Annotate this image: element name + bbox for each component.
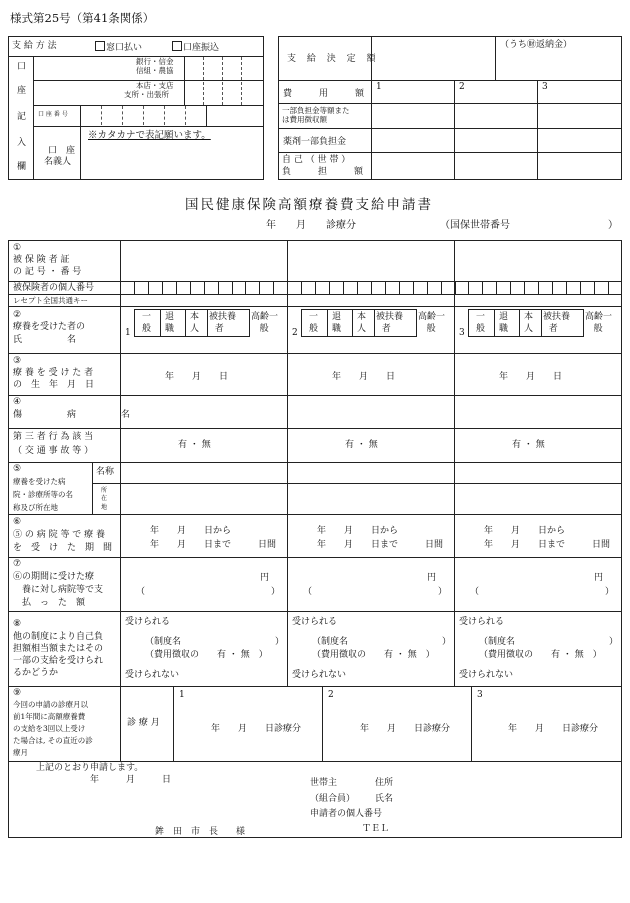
paid-amount-paren[interactable]: （ ）	[303, 587, 448, 597]
mayor-address: 鉾 田 市 長 様	[155, 827, 246, 837]
patient-index: 3	[459, 328, 465, 338]
type-elderly[interactable]: 高齢一 般	[251, 312, 279, 334]
system-name[interactable]: （制度名	[479, 637, 516, 647]
bank-type: 信組・農協	[136, 66, 174, 75]
paid-amount-label: ⑥の期間に受けた療	[13, 572, 95, 582]
type-self[interactable]: 本 人	[357, 312, 367, 334]
apply-date[interactable]: 年 月 日	[90, 775, 172, 785]
month-index: 2	[328, 690, 334, 700]
cost-col: 2	[459, 82, 465, 92]
row9-number: ⑨	[13, 688, 22, 698]
type-dependent[interactable]: 被扶養 者	[209, 312, 237, 334]
transfer-checkbox[interactable]	[172, 41, 182, 51]
refund-note: （うち㊖返納金）	[500, 40, 573, 50]
period-from[interactable]: 年 月 日から	[317, 526, 399, 536]
other-system-label: 一部の支給を受けられ	[13, 656, 104, 666]
month-index: 1	[179, 690, 185, 700]
copay-label: は費用徴収額	[282, 115, 327, 124]
name-label: 氏名	[375, 794, 394, 804]
window-payment-option[interactable]: 窓口払い	[95, 41, 142, 53]
form-number: 様式第25号（第41条関係）	[10, 11, 155, 25]
system-name[interactable]: （制度名	[312, 637, 349, 647]
self-pay-label: 負 担 額	[282, 167, 364, 177]
prior-claims-label: た場合は, その直近の診	[13, 736, 93, 745]
type-retired[interactable]: 退 職	[165, 312, 175, 334]
member-label: （組合員）	[310, 794, 356, 804]
account-number-label: 口 座 番 号	[38, 111, 68, 118]
period-days[interactable]: 日間	[592, 540, 611, 550]
row2-number: ②	[13, 310, 22, 320]
side-char: 欄	[17, 162, 27, 172]
side-char: 口	[17, 62, 27, 72]
month-index: 3	[477, 690, 483, 700]
period-label: ⑤ の 病 院 等 で 療 養	[13, 530, 106, 540]
type-dependent[interactable]: 被扶養 者	[376, 312, 404, 334]
row6-number: ⑥	[13, 517, 22, 527]
birthdate-label: 療 養 を 受 け た 者	[13, 368, 94, 378]
system-name-close: ）	[609, 637, 619, 647]
hospital-label: 院・診療所等の名	[13, 490, 73, 499]
receipt-key-label: レセプト全国共通キー	[13, 296, 88, 305]
hospital-name-label: 名称	[96, 467, 115, 477]
householder-label: 世帯主	[310, 778, 338, 788]
type-dependent[interactable]: 被扶養 者	[543, 312, 571, 334]
yen-unit: 円	[594, 573, 604, 583]
mynumber-grid[interactable]	[120, 281, 622, 294]
other-system-label: るかどうか	[13, 668, 59, 678]
type-self[interactable]: 本 人	[190, 312, 200, 334]
type-general[interactable]: 一 般	[142, 312, 152, 334]
patient-index: 1	[125, 328, 131, 338]
type-retired[interactable]: 退 職	[332, 312, 342, 334]
period-to[interactable]: 年 月 日まで	[484, 540, 566, 550]
birthdate-value[interactable]: 年 月 日	[499, 372, 563, 382]
type-general[interactable]: 一 般	[309, 312, 319, 334]
household-number-label: （国保世帯番号	[440, 220, 510, 231]
type-retired[interactable]: 退 職	[499, 312, 509, 334]
branch-type: 本店・支店	[136, 81, 174, 90]
cannot-receive[interactable]: 受けられない	[292, 670, 347, 680]
window-checkbox[interactable]	[95, 41, 105, 51]
treatment-month-value[interactable]: 年 月 日診療分	[360, 724, 451, 734]
side-char: 入	[17, 138, 27, 148]
treatment-month-value[interactable]: 年 月 日診療分	[508, 724, 599, 734]
patient-name-label: 療養を受けた者の	[13, 322, 86, 332]
patient-name-label: 氏 名	[13, 335, 77, 345]
cannot-receive[interactable]: 受けられない	[459, 670, 514, 680]
period-from[interactable]: 年 月 日から	[484, 526, 566, 536]
birthdate-value[interactable]: 年 月 日	[165, 372, 229, 382]
period-label: を 受 け た 期 間	[13, 543, 113, 553]
household-number-close: ）	[608, 220, 618, 231]
birthdate-label: の 生 年 月 日	[13, 380, 95, 390]
other-system-label: 担額相当額またはその	[13, 644, 104, 654]
treatment-month-value[interactable]: 年 月 日診療分	[211, 724, 302, 734]
can-receive[interactable]: 受けられる	[292, 617, 338, 627]
row1-number: ①	[13, 243, 22, 253]
self-pay-label: 自 己 （ 世 帯 ）	[282, 155, 351, 165]
third-party-yesno[interactable]: 有 ・ 無	[345, 440, 378, 450]
paid-amount-paren[interactable]: （ ）	[470, 587, 615, 597]
mynumber-label: 被保険者の個人番号	[13, 283, 95, 293]
tel-label: ＴＥＬ	[362, 824, 390, 834]
yen-unit: 円	[260, 573, 270, 583]
payment-method-label: 支 給 方 法	[12, 41, 57, 51]
cost-label: 費 用 額	[283, 89, 365, 99]
type-self[interactable]: 本 人	[524, 312, 534, 334]
address-label: 住所	[375, 778, 394, 788]
period-to[interactable]: 年 月 日まで	[317, 540, 399, 550]
patient-index: 2	[292, 328, 298, 338]
prior-claims-label: 今回の申請の診療月以	[13, 700, 88, 709]
system-name-close: ）	[442, 637, 452, 647]
katakana-note: ※カタカナで表記願います。	[88, 130, 211, 141]
side-char: 記	[17, 112, 27, 122]
treatment-month: 年 月 診療分	[266, 220, 356, 231]
paid-amount-label: 養に対し病院等で支	[22, 585, 104, 595]
cost-col: 3	[542, 82, 548, 92]
prior-claims-label: 療月	[13, 748, 28, 757]
system-name-close: ）	[275, 637, 285, 647]
fee-collection[interactable]: （費用徴収の 有 ・ 無 ）	[145, 650, 268, 660]
hospital-label: 療養を受けた病	[13, 477, 66, 486]
treatment-month-label: 診 療 月	[127, 718, 160, 728]
period-to[interactable]: 年 月 日まで	[150, 540, 232, 550]
row5-number: ⑤	[13, 464, 22, 474]
type-general[interactable]: 一 般	[476, 312, 486, 334]
type-elderly[interactable]: 高齢一 般	[585, 312, 613, 334]
birthdate-value[interactable]: 年 月 日	[332, 372, 396, 382]
other-system-label: 他の制度により自己負	[13, 632, 104, 642]
period-days[interactable]: 日間	[425, 540, 444, 550]
paid-amount-label: 払 っ た 額	[22, 598, 86, 608]
insurance-card-label: の 記 号 ・ 番 号	[13, 267, 82, 277]
row3-number: ③	[13, 356, 22, 366]
third-party-yesno[interactable]: 有 ・ 無	[512, 440, 545, 450]
type-elderly[interactable]: 高齢一 般	[418, 312, 446, 334]
decision-label: 支 給 決 定 額	[287, 54, 380, 64]
insurance-card-label: 被 保 険 者 証	[13, 255, 70, 265]
transfer-option[interactable]: 口座振込	[172, 41, 219, 53]
apply-statement: 上記のとおり申請します。	[36, 763, 144, 773]
account-holder-label: 名義人	[44, 157, 72, 167]
cannot-receive[interactable]: 受けられない	[125, 670, 180, 680]
form-title: 国民健康保険高額療養費支給申請書	[185, 197, 433, 213]
branch-type: 支所・出張所	[124, 90, 169, 99]
copay-label: 一部負担金等額また	[282, 106, 350, 115]
bank-type: 銀行・信金	[136, 57, 174, 66]
can-receive[interactable]: 受けられる	[459, 617, 505, 627]
side-char: 座	[17, 86, 27, 96]
paid-amount-paren[interactable]: （ ）	[136, 587, 281, 597]
period-from[interactable]: 年 月 日から	[150, 526, 232, 536]
hospital-label: 称及び所在地	[13, 503, 58, 512]
row4-number: ④	[13, 397, 22, 407]
hospital-address-label: 所 在 地	[101, 487, 108, 511]
third-party-label: 第 三 者 行 為 該 当	[13, 432, 94, 442]
account-holder-label: 口 座	[48, 146, 76, 156]
can-receive[interactable]: 受けられる	[125, 617, 171, 627]
period-days[interactable]: 日間	[258, 540, 277, 550]
row7-number: ⑦	[13, 559, 22, 569]
row8-number: ⑧	[13, 619, 22, 629]
system-name[interactable]: （制度名	[145, 637, 182, 647]
fee-collection[interactable]: （費用徴収の 有 ・ 無 ）	[312, 650, 435, 660]
yen-unit: 円	[427, 573, 437, 583]
prior-claims-label: 前1年間に高額療養費	[13, 712, 86, 721]
prior-claims-label: の支給を3回以上受け	[13, 724, 86, 733]
disease-label: 傷 病 名	[13, 410, 140, 420]
drug-copay-label: 薬剤一部負担金	[283, 137, 347, 147]
third-party-label: （ 交 通 事 故 等 ）	[13, 446, 94, 456]
cost-col: 1	[376, 82, 382, 92]
applicant-mynumber-label: 申請者の個人番号	[310, 809, 383, 819]
third-party-yesno[interactable]: 有 ・ 無	[178, 440, 211, 450]
fee-collection[interactable]: （費用徴収の 有 ・ 無 ）	[479, 650, 602, 660]
